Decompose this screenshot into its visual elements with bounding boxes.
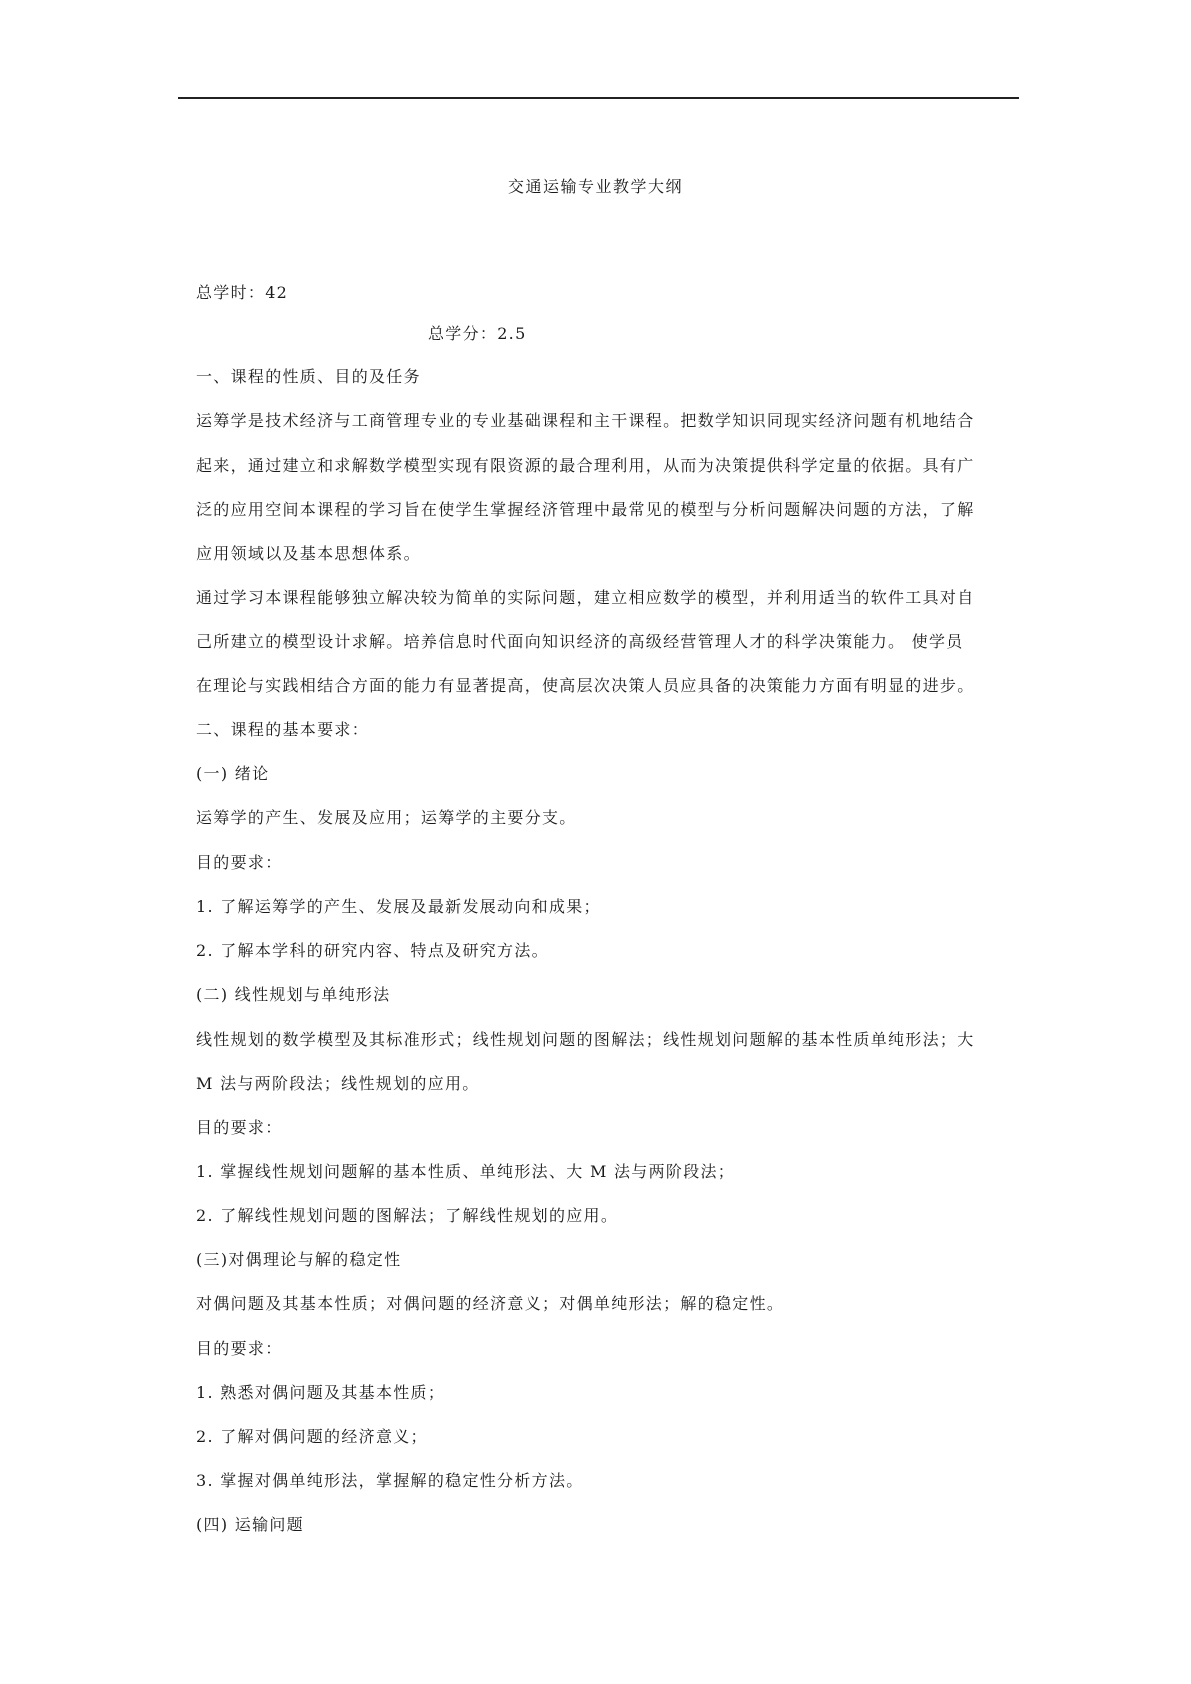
list-item: 1. 熟悉对偶问题及其基本性质；	[196, 1383, 446, 1402]
paragraph-line: 泛的应用空间本课程的学习旨在使学生掌握经济管理中最常见的模型与分析问题解决问题的方法，了解	[196, 500, 975, 519]
paragraph-line: 应用领域以及基本思想体系。	[196, 544, 421, 563]
subsection-heading: (三)对偶理论与解的稳定性	[196, 1250, 402, 1269]
paragraph-line: 在理论与实践相结合方面的能力有显著提高，使高层次决策人员应具备的决策能力方面有明显的进步。	[196, 676, 975, 695]
paragraph-line: 己所建立的模型设计求解。培养信息时代面向知识经济的高级经营管理人才的科学决策能力。 使学员	[196, 632, 964, 651]
subsection-heading: (二) 线性规划与单纯形法	[196, 985, 391, 1004]
list-item: 2. 了解本学科的研究内容、特点及研究方法。	[196, 941, 549, 960]
requirements-label: 目的要求：	[196, 853, 283, 872]
list-item: 3. 掌握对偶单纯形法，掌握解的稳定性分析方法。	[196, 1471, 584, 1490]
paragraph-line: M 法与两阶段法；线性规划的应用。	[196, 1074, 480, 1093]
paragraph-line: 起来，通过建立和求解数学模型实现有限资源的最合理利用，从而为决策提供科学定量的依据。具有广	[196, 456, 975, 475]
list-item: 2. 了解对偶问题的经济意义；	[196, 1427, 428, 1446]
subsection-heading: (四) 运输问题	[196, 1515, 304, 1534]
document-title: 交通运输专业教学大纲	[507, 177, 683, 196]
paragraph-line: 运筹学的产生、发展及应用；运筹学的主要分支。	[196, 808, 577, 827]
list-item: 1. 了解运筹学的产生、发展及最新发展动向和成果；	[196, 897, 601, 916]
requirements-label: 目的要求：	[196, 1118, 283, 1137]
subsection-heading: (一) 绪论	[196, 764, 270, 783]
header-rule	[178, 97, 1019, 99]
section-heading-2: 二、课程的基本要求：	[196, 720, 370, 739]
paragraph-line: 线性规划的数学模型及其标准形式；线性规划问题的图解法；线性规划问题解的基本性质单纯形法；大	[196, 1030, 975, 1049]
paragraph-line: 运筹学是技术经济与工商管理专业的专业基础课程和主干课程。把数学知识同现实经济问题有机地结合	[196, 411, 975, 430]
list-item: 1. 掌握线性规划问题解的基本性质、单纯形法、大 M 法与两阶段法；	[196, 1162, 736, 1181]
paragraph-line: 通过学习本课程能够独立解决较为简单的实际问题，建立相应数学的模型，并利用适当的软件工具对自	[196, 588, 975, 607]
paragraph-line: 对偶问题及其基本性质；对偶问题的经济意义；对偶单纯形法；解的稳定性。	[196, 1294, 785, 1313]
requirements-label: 目的要求：	[196, 1339, 283, 1358]
total-credits: 总学分：2.5	[428, 324, 527, 343]
total-hours: 总学时：42	[196, 283, 289, 302]
section-heading-1: 一、课程的性质、目的及任务	[196, 367, 421, 386]
list-item: 2. 了解线性规划问题的图解法；了解线性规划的应用。	[196, 1206, 619, 1225]
